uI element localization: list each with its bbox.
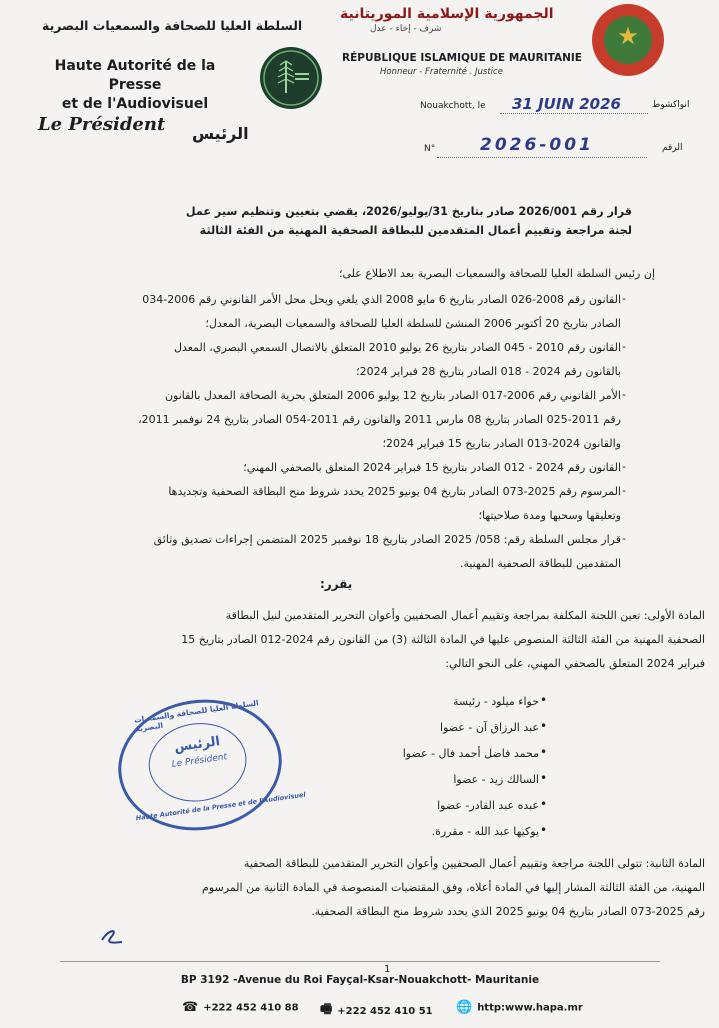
bullet: • <box>540 823 548 837</box>
bullet: - <box>622 532 626 545</box>
stamp-ring-ar: السلطة العليا للصحافة والسمعيات البصرية <box>133 698 260 734</box>
motto-fr: Honneur - Fraternité . Justice <box>380 67 503 77</box>
ref-2-line-1: القانون رقم 2010 - 045 الصادر بتاريخ 26 يوليو 2010 المتعلق بالاتصال السمعي البصري، المعدل <box>173 341 621 354</box>
hapa-logo-icon <box>260 47 322 109</box>
authority-name-ar: السلطة العليا للصحافة والسمعيات البصرية <box>42 18 303 33</box>
president-title-ar: الرئيس <box>192 124 249 143</box>
decision-title-line-1: قرار رقم 2026/001 صادر بتاريخ 31/يوليو/2026، يقضي بتعيين وتنظيم سير عمل <box>185 205 632 218</box>
fax-icon: 🖷 <box>320 1002 333 1017</box>
ref-3-line-1: الأمر القانوني رقم 2006-017 الصادر بتاريخ 12 يوليو 2006 المتعلق بحرية الصحافة المعدل بالقانون <box>164 389 621 402</box>
bullet: - <box>622 292 626 305</box>
ref-3-line-3: والقانون 2024-013 الصادر بتاريخ 15 فبراير 2024؛ <box>382 437 621 450</box>
article-1-line-1: المادة الأولى: تعين اللجنة المكلفة بمراجعة وتقييم أعمال الصحفيين وأعوان التحرير المتقدمين لنيل البطاقة <box>225 609 705 622</box>
mauritania-seal-icon: ★ <box>592 4 664 76</box>
ref-5-line-2: وتعليقها وسحبها ومدة صلاحيتها؛ <box>478 509 621 522</box>
footer-phone-1: ☎ +222 452 410 88 <box>182 1000 299 1015</box>
footer-divider <box>60 961 660 962</box>
authority-name-fr: Haute Autorité de la Presse et de l'Audiovisuel <box>54 58 216 112</box>
president-title-fr: Le Président <box>38 114 166 135</box>
member-2: عبد الرزاق آن - عضوا <box>440 721 539 734</box>
page-number: 1 <box>384 964 391 975</box>
stamp-title-fr: Le Président <box>171 752 228 770</box>
stamp-title-ar: الرئيس <box>173 734 221 756</box>
bullet: • <box>540 745 548 759</box>
bullet: • <box>540 797 548 811</box>
republic-name-fr: RÉPUBLIQUE ISLAMIQUE DE MAURITANIE <box>342 52 582 64</box>
footer-address: BP 3192 -Avenue du Roi Fayçal-Ksar-Nouakchott- Mauritanie <box>180 974 540 986</box>
globe-icon: 🌐 <box>456 1000 473 1015</box>
date-value: 31 JUIN 2026 <box>512 95 621 113</box>
bullet: • <box>540 693 548 707</box>
article-2-line-3: رقم 2025-073 الصادر بتاريخ 04 يونيو 2025 الذي يحدد شروط منح البطاقة الصحفية. <box>311 905 705 918</box>
member-6: يوكيها عبد الله - مقررة. <box>431 825 539 838</box>
ref-5-line-1: المرسوم رقم 2025-073 الصادر بتاريخ 04 يونيو 2025 يحدد شروط منح البطاقة الصحفية وتجديدها <box>168 485 621 498</box>
date-label-ar: انواكشوط <box>652 100 690 110</box>
member-4: السالك زيد - عضوا <box>453 773 539 786</box>
date-line <box>500 113 648 114</box>
bullet: - <box>622 340 626 353</box>
telephone-icon: ☎ <box>182 1000 199 1015</box>
bullet: • <box>540 771 548 785</box>
bullet: • <box>540 719 548 733</box>
article-2-line-1: المادة الثانية: تتولى اللجنة مراجعة وتقييم أعمال الصحفيين وأعوان التحرير المتقدمين للبطاقة الصحفية <box>243 857 705 870</box>
republic-name-ar: الجمهورية الإسلامية الموريتانية <box>340 6 554 22</box>
stamp-ring-fr: Haute Autorité de la Presse et de l'Audiovisuel <box>135 790 307 823</box>
article-2-line-2: المهنية، من الفئة الثالثة المشار إليها في المادة أعلاه، وفق المقتضيات المنصوصة في المادة الثانية من المرسوم <box>202 881 705 894</box>
number-label: N° <box>424 144 436 154</box>
number-value: 2026-001 <box>480 135 594 155</box>
ref-1-line-2: الصادر بتاريخ 20 أكتوبر 2006 المنشئ للسلطة العليا للصحافة والسمعيات البصرية، المعدل؛ <box>205 317 621 330</box>
bullet: - <box>622 484 626 497</box>
decision-title-line-2: لجنة مراجعة وتقييم أعمال المتقدمين للبطاقة الصحفية المهنية من الفئة الثالثة <box>199 224 632 237</box>
member-3: محمد فاضل أحمد فال - عضوا <box>402 747 539 760</box>
bullet: - <box>622 460 626 473</box>
article-1-line-2: الصحفية المهنية من الفئة الثالثة المنصوص عليها في المادة الثالثة (3) من القانون رقم 2024-012 الصادر بتاريخ 15 <box>181 633 705 646</box>
number-label-ar: الرقم <box>662 143 683 153</box>
ref-4-line-1: القانون رقم 2024 - 012 الصادر بتاريخ 15 فبراير 2024 المتعلق بالصحفي المهني؛ <box>243 461 621 474</box>
ref-6-line-1: قرار مجلس السلطة رقم: 058/ 2025 الصادر بتاريخ 18 نوفمبر 2025 المتضمن إجراءات تصديق وثائق <box>153 533 621 546</box>
decides-heading: يقرر: <box>320 577 353 591</box>
date-label: Nouakchott, le <box>420 101 486 111</box>
footer-phone-2: 🖷 +222 452 410 51 <box>320 1000 433 1022</box>
ref-6-line-2: المتقدمين للبطاقة الصحفية المهنية. <box>459 557 621 570</box>
ref-2-line-2: بالقانون رقم 2024 - 018 الصادر بتاريخ 28 فبراير 2024؛ <box>356 365 621 378</box>
ref-3-line-2: رقم 2011-025 الصادر بتاريخ 08 مارس 2011 والقانون رقم 2011-054 الصادر بتاريخ 24 نوفمبر 2011، <box>138 413 621 426</box>
member-1: حواء ميلود - رئيسة <box>452 695 539 708</box>
number-line <box>437 157 647 158</box>
article-1-line-3: فبراير 2024 المتعلق بالصحفي المهني، على النحو التالي: <box>445 657 705 670</box>
member-5: عبده عبد القادر- عضوا <box>437 799 539 812</box>
official-stamp <box>110 689 307 841</box>
motto-ar: شرف - إخاء - عدل <box>370 24 442 34</box>
footer-website[interactable]: 🌐 http:www.hapa.mr <box>456 1000 583 1015</box>
bullet: - <box>622 388 626 401</box>
signature-initials-icon <box>98 924 128 953</box>
preamble: إن رئيس السلطة العليا للصحافة والسمعيات البصرية بعد الاطلاع على؛ <box>338 267 655 280</box>
ref-1-line-1: القانون رقم 2008-026 الصادر بتاريخ 6 مايو 2008 الذي يلغي ويحل محل الأمر القانوني رقم 2006-034 <box>142 293 621 306</box>
